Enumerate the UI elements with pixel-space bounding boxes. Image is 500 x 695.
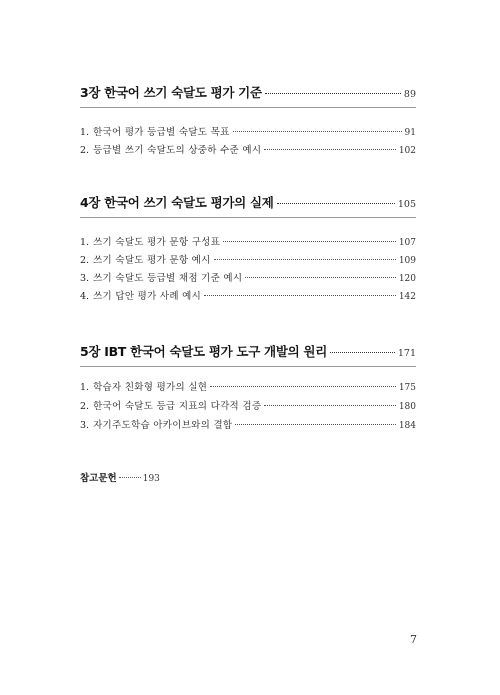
chapter-5-heading[interactable] — [80, 342, 416, 360]
entry-number: 3. — [80, 420, 90, 431]
chapter-page: 171 — [397, 348, 416, 359]
entry-label: 한국어 숙달도 등급 지표의 다각적 검증 — [93, 401, 262, 412]
toc-entry[interactable] — [80, 379, 416, 393]
chapter-page: 89 — [403, 89, 416, 100]
entry-number: 1. — [80, 237, 90, 248]
entry-number: 1. — [80, 382, 90, 393]
divider — [80, 366, 416, 367]
entry-label: 학습자 친화형 평가의 실현 — [93, 382, 208, 393]
entry-page: 91 — [404, 128, 416, 138]
page-number: 7 — [410, 633, 417, 646]
entry-page: 142 — [398, 292, 416, 302]
entry-number: 2. — [80, 401, 90, 412]
references-page: 193 — [142, 474, 160, 484]
dot-leader — [119, 477, 141, 478]
references-title: 참고문헌 — [80, 473, 117, 484]
toc-entry[interactable] — [80, 252, 416, 266]
entry-number: 3. — [80, 273, 90, 284]
entry-page: 120 — [398, 274, 416, 284]
entry-page: 107 — [398, 238, 416, 248]
entry-number: 1. — [80, 127, 90, 138]
entry-page: 102 — [398, 146, 416, 156]
entry-number: 2. — [80, 255, 90, 266]
entry-label: 등급별 쓰기 숙달도의 상중하 수준 예시 — [93, 145, 262, 156]
dot-leader — [265, 93, 401, 94]
dot-leader — [264, 149, 396, 150]
entry-label: 쓰기 숙달도 평가 문항 예시 — [93, 255, 211, 266]
divider — [80, 217, 416, 218]
divider — [80, 107, 416, 108]
entry-page: 184 — [398, 421, 416, 431]
toc-entry[interactable] — [80, 124, 416, 138]
entry-number: 4. — [80, 291, 90, 302]
chapter-page: 105 — [397, 199, 416, 210]
entry-number: 2. — [80, 145, 90, 156]
dot-leader — [235, 424, 395, 425]
entry-label: 한국어 평가 등급별 숙달도 목표 — [93, 127, 230, 138]
dot-leader — [204, 295, 396, 296]
toc-entry[interactable] — [80, 142, 416, 156]
chapter-4-heading[interactable] — [80, 193, 416, 211]
chapter-title: 4장 한국어 쓰기 숙달도 평가의 실제 — [80, 195, 274, 210]
chapter-title: 3장 한국어 쓰기 숙달도 평가 기준 — [80, 85, 262, 100]
references-entry[interactable] — [80, 470, 160, 484]
dot-leader — [330, 352, 395, 353]
entry-page: 175 — [398, 383, 416, 393]
toc-entry[interactable] — [80, 234, 416, 248]
entry-page: 180 — [398, 402, 416, 412]
toc-entry[interactable] — [80, 288, 416, 302]
dot-leader — [210, 386, 396, 387]
toc-entry[interactable] — [80, 417, 416, 431]
dot-leader — [264, 405, 396, 406]
dot-leader — [277, 203, 395, 204]
dot-leader — [245, 277, 395, 278]
dot-leader — [223, 241, 396, 242]
entry-label: 쓰기 숙달도 평가 문항 구성표 — [93, 237, 221, 248]
entry-label: 쓰기 숙달도 등급별 채점 기준 예시 — [93, 273, 243, 284]
dot-leader — [233, 131, 402, 132]
chapter-title: 5장 IBT 한국어 숙달도 평가 도구 개발의 원리 — [80, 344, 327, 359]
entry-label: 자기주도학습 아카이브와의 결합 — [93, 420, 233, 431]
entry-label: 쓰기 답안 평가 사례 예시 — [93, 291, 202, 302]
toc-entry[interactable] — [80, 270, 416, 284]
chapter-3-heading[interactable] — [80, 83, 416, 101]
toc-entry[interactable] — [80, 398, 416, 412]
entry-page: 109 — [398, 256, 416, 266]
dot-leader — [214, 259, 396, 260]
